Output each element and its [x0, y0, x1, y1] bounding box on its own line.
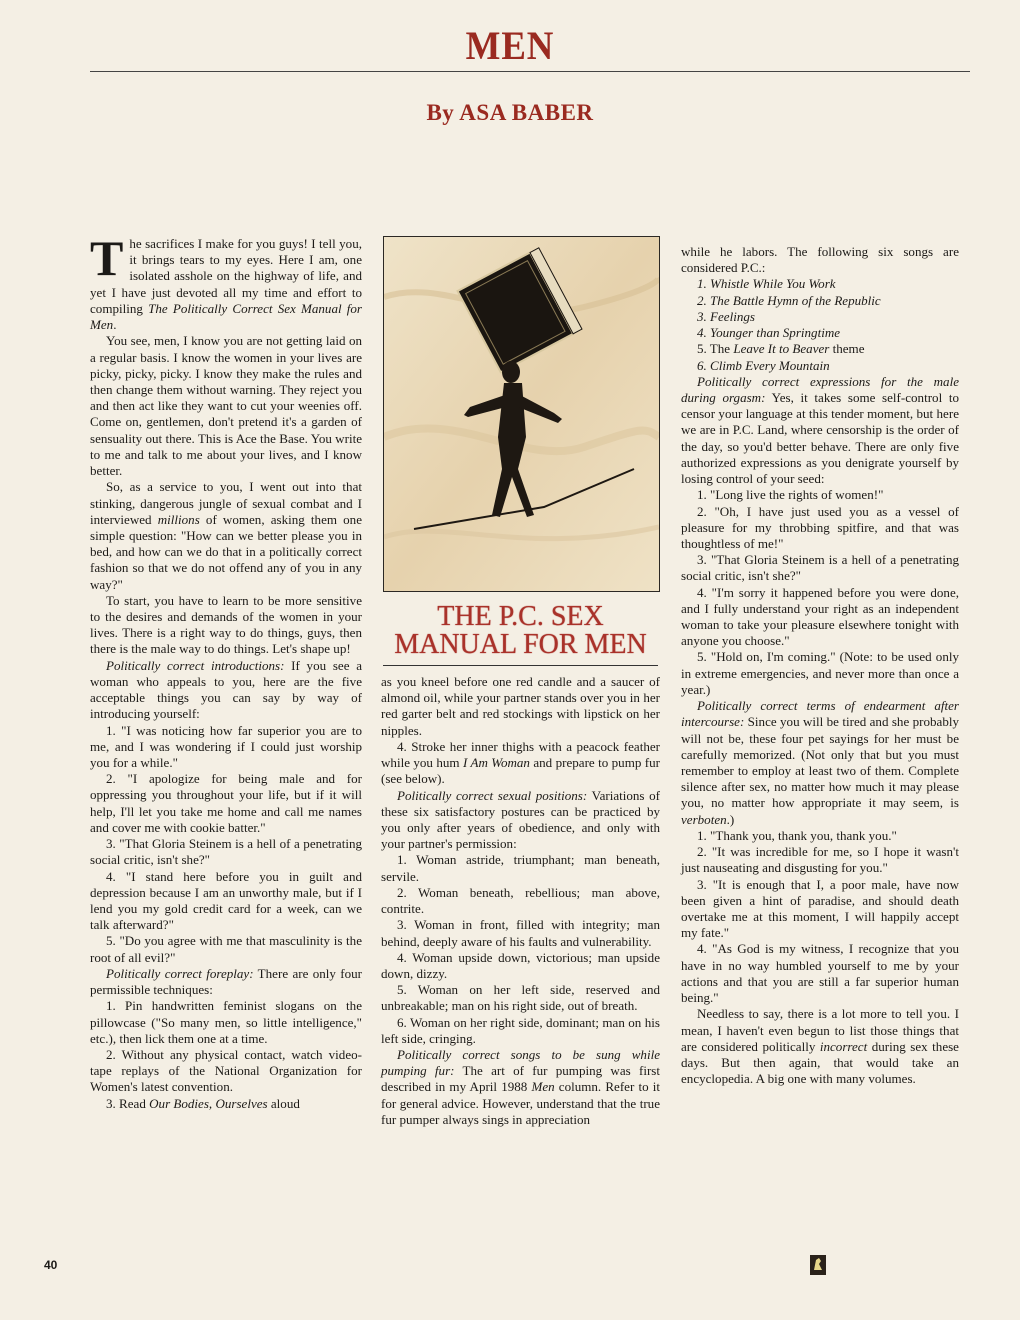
song-list-item: 1. Whistle While You Work	[697, 276, 836, 292]
list-item: 3. Read Our Bodies, Ourselves aloud	[106, 1095, 300, 1111]
song-list-item: 6. Climb Every Mountain	[697, 357, 830, 373]
list-item: 1. "Long live the rights of women!"	[697, 487, 884, 503]
list-item: 4. Stroke her inner thighs with a peacock feather while you hum I Am Woman and prepare to pump fur (see below).	[381, 738, 660, 787]
subhead-endearment: Politically correct terms of endearment after intercourse:	[681, 698, 959, 730]
section-paragraph-songs: Politically correct songs to be sung while pumping fur: The art of fur pumping was first described in my April 1988 Men column. Refer to it for general advice. However, understand that the true fur pumper always sings in appreciation	[381, 1047, 661, 1127]
list-item: 4. Woman upside down, victorious; man upside down, dizzy.	[381, 949, 660, 981]
song-list-item: 3. Feelings	[697, 308, 755, 324]
list-item: 3. Woman in front, filled with integrity; man behind, deeply aware of his faults and vulnerability.	[381, 917, 660, 949]
section-paragraph-endearment: Politically correct terms of endearment after intercourse: Since you will be tired and she probably will not be, these four pet sayings for her must be carefully memorized. (Not only that but you must remember to employ at least two of them. Complete silence after sex, no matter how much it may please you, no matter how appropriate it may seem, is verboten.)	[681, 698, 959, 827]
list-item: 2. Woman beneath, rebellious; man above, contrite.	[381, 884, 660, 917]
section-paragraph-introductions: Politically correct introductions: If you see a woman who appeals to you, here are the five acceptable things you can say by way of introducing yourself:	[90, 657, 362, 722]
closing-paragraph: Needless to say, there is a lot more to tell you. I mean, I haven't even begun to list those things that are considered politically incorrect during sex these days. But then again, that would take an encyclopedia. A big one with many volumes.	[681, 1006, 959, 1087]
tightrope-figure-illustration	[384, 237, 659, 591]
subhead-songs: Politically correct songs to be sung while pumping fur:	[381, 1047, 660, 1079]
subhead-expressions: Politically correct expressions for the male during orgasm:	[681, 373, 959, 405]
list-item: 1. "Thank you, thank you, thank you."	[697, 827, 897, 843]
paragraph: You see, men, I know you are not getting laid on a regular basis. I know the women in your lives are picky, picky, picky. I know they make the rules and then change them without warning. They reject you and then act like they want to cut your weenies off. Come on, gentlemen, don't pretend it's a garden of sensuality out there. This is Ace the Base. You write to me and talk to me about your lives, and I know better.	[90, 333, 362, 479]
article-column-2	[381, 674, 660, 1128]
list-item: 5. "Do you agree with me that masculinity is the root of all evil?"	[90, 933, 362, 965]
list-item: 2. "It was incredible for me, so I hope it wasn't just nauseating and disgusting for you."	[681, 844, 959, 876]
headline-line-2: MANUAL FOR MEN	[394, 629, 647, 660]
list-item: 4. "I stand here before you in guilt and depression because I am an unworthy male, but if I lend you my gold credit card for a week, can we talk afterward?"	[90, 868, 362, 933]
headline-line-1: THE P.C. SEX	[437, 601, 604, 632]
section-paragraph-foreplay: Politically correct foreplay: There are only four permissible techniques:	[90, 965, 362, 998]
list-item: 4. "I'm sorry it happened before you were done, and I fully understand your right as an independent woman to take your pleasure elsewhere tonight with anyone you choose."	[681, 584, 959, 649]
list-item: 2. "I apologize for being male and for oppressing you throughout your life, but if it will help, I'll let you take me home and call me names and cover me with cookie batter."	[90, 771, 362, 835]
song-list-item: 2. The Battle Hymn of the Republic	[697, 292, 881, 308]
masthead-rule	[90, 71, 970, 72]
opening-paragraph: The sacrifices I make for you guys! I tell you, it brings tears to my eyes. Here I am, one isolated asshole on the highway of life, and yet I have just devoted all my time and effort to compiling The Politically Correct Sex Manual for Men.	[90, 230, 363, 333]
byline: By ASA BABER	[426, 100, 594, 125]
list-item: 5. "Hold on, I'm coming." (Note: to be used only in extreme emergencies, and never more than once a year.)	[681, 649, 959, 697]
headline-rule	[383, 665, 658, 666]
drop-cap: T	[90, 230, 124, 286]
subhead-foreplay: Politically correct foreplay:	[106, 965, 254, 981]
paragraph: To start, you have to learn to be more sensitive to the desires and demands of the women in your lives. There is a right way to do things, guys, then there is the male way to do things. Let's shape up!	[90, 592, 362, 657]
list-item: 2. Without any physical contact, watch video-tape replays of the National Organization for Women's latest convention.	[90, 1046, 362, 1095]
song-list-item: 4. Younger than Springtime	[697, 325, 841, 341]
article-illustration	[383, 236, 660, 592]
list-item: 1. "I was noticing how far superior you are to me, and I was wondering if I could just worship you for a while."	[90, 722, 362, 770]
page-number: 40	[44, 1258, 58, 1272]
list-item: 1. Woman astride, triumphant; man beneath, servile.	[381, 852, 660, 884]
paragraph: while he labors. The following six songs are considered P.C.:	[681, 244, 959, 276]
list-item: 6. Woman on her right side, dominant; man on his left side, cringing.	[381, 1014, 660, 1046]
list-item: 3. "That Gloria Steinem is a hell of a penetrating social critic, isn't she?"	[90, 836, 362, 868]
list-item: 3. "That Gloria Steinem is a hell of a penetrating social critic, isn't she?"	[681, 552, 959, 584]
list-item: 2. "Oh, I have just used you as a vessel of pleasure for my throbbing spitfire, and that was thoughtless of me!"	[681, 503, 959, 551]
article-column-3	[681, 244, 959, 1087]
list-item: 3. "It is enough that I, a poor male, have now been given a hint of paradise, and should death overtake me at this moment, I will happily accept my fate."	[681, 876, 959, 941]
list-item: 1. Pin handwritten feminist slogans on the pillowcase ("So many men, so little intelligence," etc.), then lick them one at a time.	[90, 998, 362, 1046]
section-paragraph-expressions: Politically correct expressions for the male during orgasm: Yes, it takes some self-control to censor your language at this tender moment, but here we are in P.C. Land, where censorship is the order of the day, so you'd better behave. There are only five authorized expressions as you denigrate yourself by losing control of your seed:	[681, 373, 959, 487]
article-column-1	[90, 230, 363, 1112]
end-mark-icon	[810, 1255, 826, 1275]
list-item: 4. "As God is my witness, I recognize that you have in no way humbled yourself to me by your actions and that you are still a far superior human being."	[681, 941, 959, 1006]
list-item: 5. Woman on her left side, reserved and unbreakable; man on his right side, out of breath.	[381, 982, 660, 1014]
section-title: MEN	[465, 23, 555, 68]
subhead-positions: Politically correct sexual positions:	[397, 787, 588, 803]
song-list-item: 5. The Leave It to Beaver theme	[697, 341, 865, 357]
subhead-introductions: Politically correct introductions:	[106, 657, 285, 673]
paragraph: as you kneel before one red candle and a saucer of almond oil, while your partner stands over you in her red garter belt and red stockings with lipstick on her nipples.	[381, 674, 660, 738]
article-headline	[378, 603, 663, 659]
section-paragraph-positions: Politically correct sexual positions: Variations of these six satisfactory postures can be practiced by you only after years of obedience, and only with your partner's permission:	[381, 787, 661, 852]
paragraph: So, as a service to you, I went out into that stinking, dangerous jungle of sexual combat and I interviewed millions of women, asking them one simple question: "How can we better please you in bed, and how can we do that in a politically correct fashion so that we do not offend any of you in any way?"	[90, 479, 362, 592]
